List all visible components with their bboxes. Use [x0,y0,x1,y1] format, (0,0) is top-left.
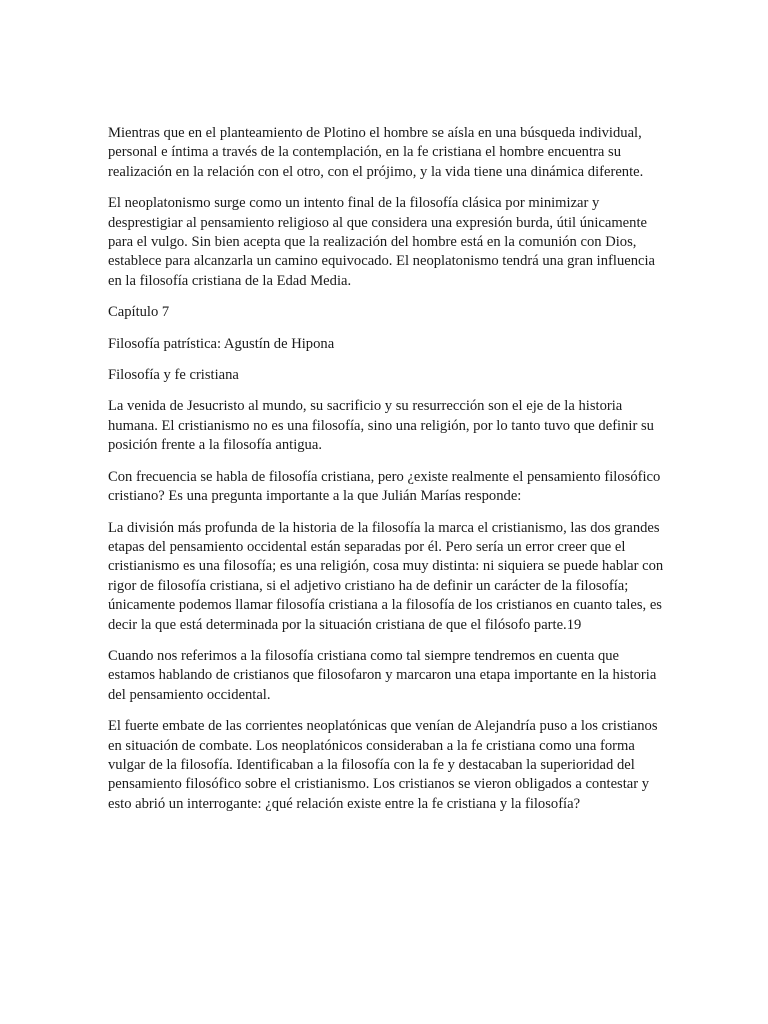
document-page [108,124,668,826]
paragraph-neoplatonismo: El neoplatonismo surge como un intento final de la filosofía clásica por minimizar y desprestigiar al pensamiento religioso al que considera una expresión burda, útil únicamente para el vulgo. Sin bien acepta que la realización del hombre está en la comunión con Dios, establece para alcanzarla un camino equivocado. El neoplatonismo tendrá una gran influencia en la filosofía cristiana de la Edad Media. [108,195,656,289]
paragraph-filosofia-cristiana: Cuando nos referimos a la filosofía cristiana como tal siempre tendremos en cuenta que estamos hablando de cristianos que filosofaron y marcaron una etapa importante en la historia del pensamiento occidental. [108,647,657,703]
section-heading: Filosofía patrística: Agustín de Hipona [108,335,335,352]
paragraph-cita-marias: La división más profunda de la historia de la filosofía la marca el cristianismo, las dos grandes etapas del pensamiento occidental están separadas por él. Pero sería un error creer que el cristianismo es una filosofía; es una religión, cosa muy distinta: ni siquiera se puede hablar con rigor de filosofía cristiana, si el adjetivo cristiano ha de definir un carácter de la filosofía; únicamente podemos llamar filosofía cristiana a la filosofía de los cristianos en cuanto tales, es decir la que está determinada por la situación cristiana de que el filósofo parte.19 [108,519,664,633]
paragraph-pregunta: Con frecuencia se habla de filosofía cristiana, pero ¿existe realmente el pensamiento filosófico cristiano? Es una pregunta importante a la que Julián Marías responde: [108,468,661,505]
paragraph-jesucristo: La venida de Jesucristo al mundo, su sacrificio y su resurrección son el eje de la historia humana. El cristianismo no es una filosofía, sino una religión, por lo tanto tuvo que definir su posición frente a la filosofía antigua. [108,398,654,454]
subsection-heading: Filosofía y fe cristiana [108,367,239,384]
paragraph-plotino: Mientras que en el planteamiento de Plotino el hombre se aísla en una búsqueda individual, personal e íntima a través de la contemplación, en la fe cristiana el hombre encuentra su realización en la relación con el otro, con el prójimo, y la vida tiene una dinámica diferente. [108,125,644,180]
paragraph-embate: El fuerte embate de las corrientes neoplatónicas que venían de Alejandría puso a los cristianos en situación de combate. Los neoplatónicos consideraban a la fe cristiana como una forma vulgar de la filosofía. Identificaban a la filosofía con la fe y destacaban la superioridad del pensamiento filosófico sobre el cristianismo. Los cristianos se vieron obligados a contestar y esto abrió un interrogante: ¿qué relación existe entre la fe cristiana y la filosofía? [108,718,658,812]
chapter-heading: Capítulo 7 [108,304,170,321]
